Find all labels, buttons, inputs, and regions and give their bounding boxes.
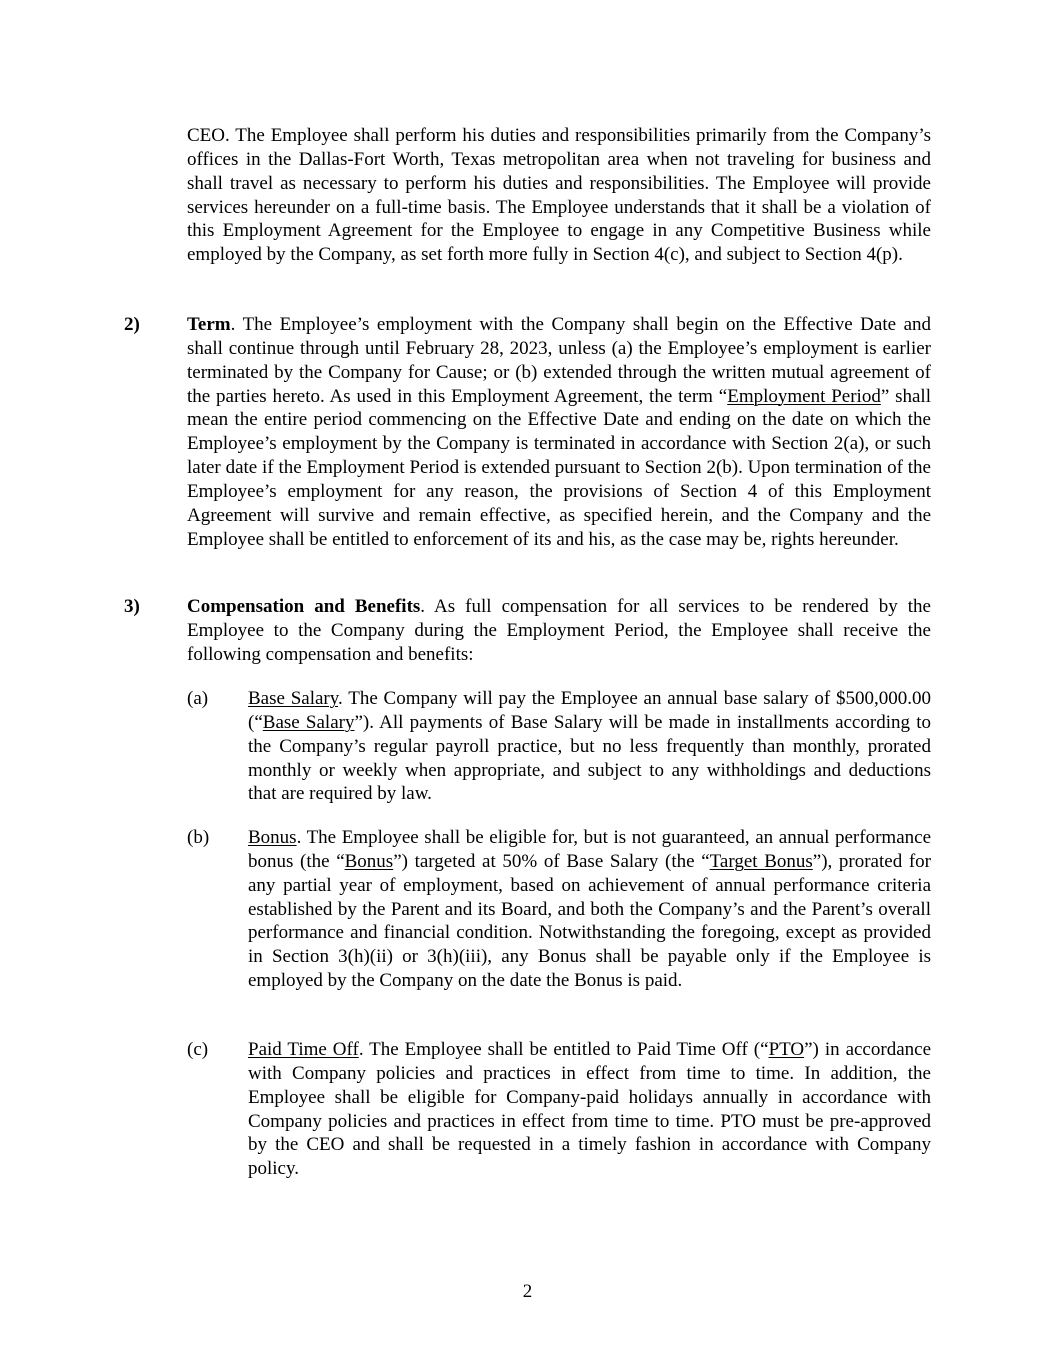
subsection-b-paragraph	[248, 826, 931, 993]
subsection-c-title: Paid Time Off	[248, 1039, 359, 1060]
defined-term-pto: PTO	[768, 1039, 805, 1060]
section-2-heading: Term	[187, 314, 231, 335]
subsection-b-text-2: ”) targeted at 50% of Base Salary (the “	[393, 850, 710, 872]
subsection-b-text-1: . The Employee shall be eligible for, but is not guaranteed, an annual performance bonus (the “	[248, 827, 931, 872]
subsection-c-label: (c)	[187, 1039, 209, 1060]
subsection-b-title: Bonus	[248, 827, 297, 848]
section-2-text-a: . The Employee’s employment with the Company shall begin on the Effective Date and shall continue through until February 28, 2023, unless (a) the Employee’s employment is earlier terminated by the Company for Cause; or (b) extended through the written mutual agreement of the parties hereto. As used in this Employment Agreement, the term “	[187, 314, 931, 407]
subsection-a-text-2: ”). All payments of Base Salary will be made in installments according to the Company’s regular payroll practice, but no less frequently than monthly, prorated monthly or weekly when appropriate, and subject to any withholdings and deductions that are required by law.	[248, 711, 931, 805]
intro-paragraph	[187, 124, 931, 267]
subsection-a-label: (a)	[187, 688, 209, 709]
page-number: 2	[522, 1281, 533, 1302]
section-2-text-b: ” shall mean the entire period commencing on the Effective Date and ending on the date on which the Employee’s employment by the Company is terminated in accordance with Section 2(a), or such later date if the Employment Period is extended pursuant to Section 2(b). Upon termination of the Employee’s employment for any reason, the provisions of Section 4 of this Employment Agreement will survive and remain effective, as specified herein, and the Company and the Employee shall be entitled to enforcement of its and his, as the case may be, rights hereunder.	[187, 385, 931, 550]
subsection-b-label: (b)	[187, 827, 210, 848]
subsection-a-title: Base Salary	[248, 688, 339, 709]
subsection-c-paragraph	[248, 1038, 931, 1181]
defined-term-base-salary: Base Salary	[262, 711, 355, 733]
subsection-c-text-2: ”) in accordance with Company policies and practices in effect from time to time. In addition, the Employee shall be eligible for Company-paid holidays annually in accordance with Company policies and practices in effect from time to time. PTO must be pre-approved by the CEO and shall be requested in a timely fashion in accordance with Company policy.	[248, 1039, 931, 1180]
defined-term-employment-period: Employment Period	[727, 385, 881, 407]
subsection-a-paragraph	[248, 687, 931, 806]
defined-term-target-bonus: Target Bonus	[709, 850, 813, 872]
defined-term-bonus: Bonus	[344, 850, 394, 872]
section-2-paragraph	[187, 313, 931, 551]
subsection-c-text-1: . The Employee shall be entitled to Paid Time Off (“	[358, 1039, 769, 1060]
section-3-text: . As full compensation for all services to be rendered by the Employee to the Company during the Employment Period, the Employee shall receive the following compensation and benefits:	[187, 596, 931, 665]
section-3-paragraph	[187, 595, 931, 667]
subsection-b-text-3: ”), prorated for any partial year of employment, based on achievement of annual performance criteria established by the Parent and its Board, and both the Company’s and the Parent’s overall performance and financial condition. Notwithstanding the foregoing, except as provided in Section 3(h)(ii) or 3(h)(iii), any Bonus shall be payable only if the Employee is employed by the Company on the date the Bonus is paid.	[248, 850, 931, 992]
section-3-number: 3)	[124, 596, 140, 617]
subsection-a-text-1: . The Company will pay the Employee an annual base salary of $500,000.00 (“	[248, 688, 931, 733]
section-3-heading: Compensation and Benefits	[187, 596, 421, 617]
intro-text: CEO. The Employee shall perform his duties and responsibilities primarily from the Company’s offices in the Dallas-Fort Worth, Texas metropolitan area when not traveling for business and shall travel as necessary to perform his duties and responsibilities. The Employee will provide services hereunder on a full-time basis. The Employee understands that it shall be a violation of this Employment Agreement for the Employee to engage in any Competitive Business while employed by the Company, as set forth more fully in Section 4(c), and subject to Section 4(p).	[187, 125, 931, 266]
section-2-number: 2)	[124, 314, 140, 335]
